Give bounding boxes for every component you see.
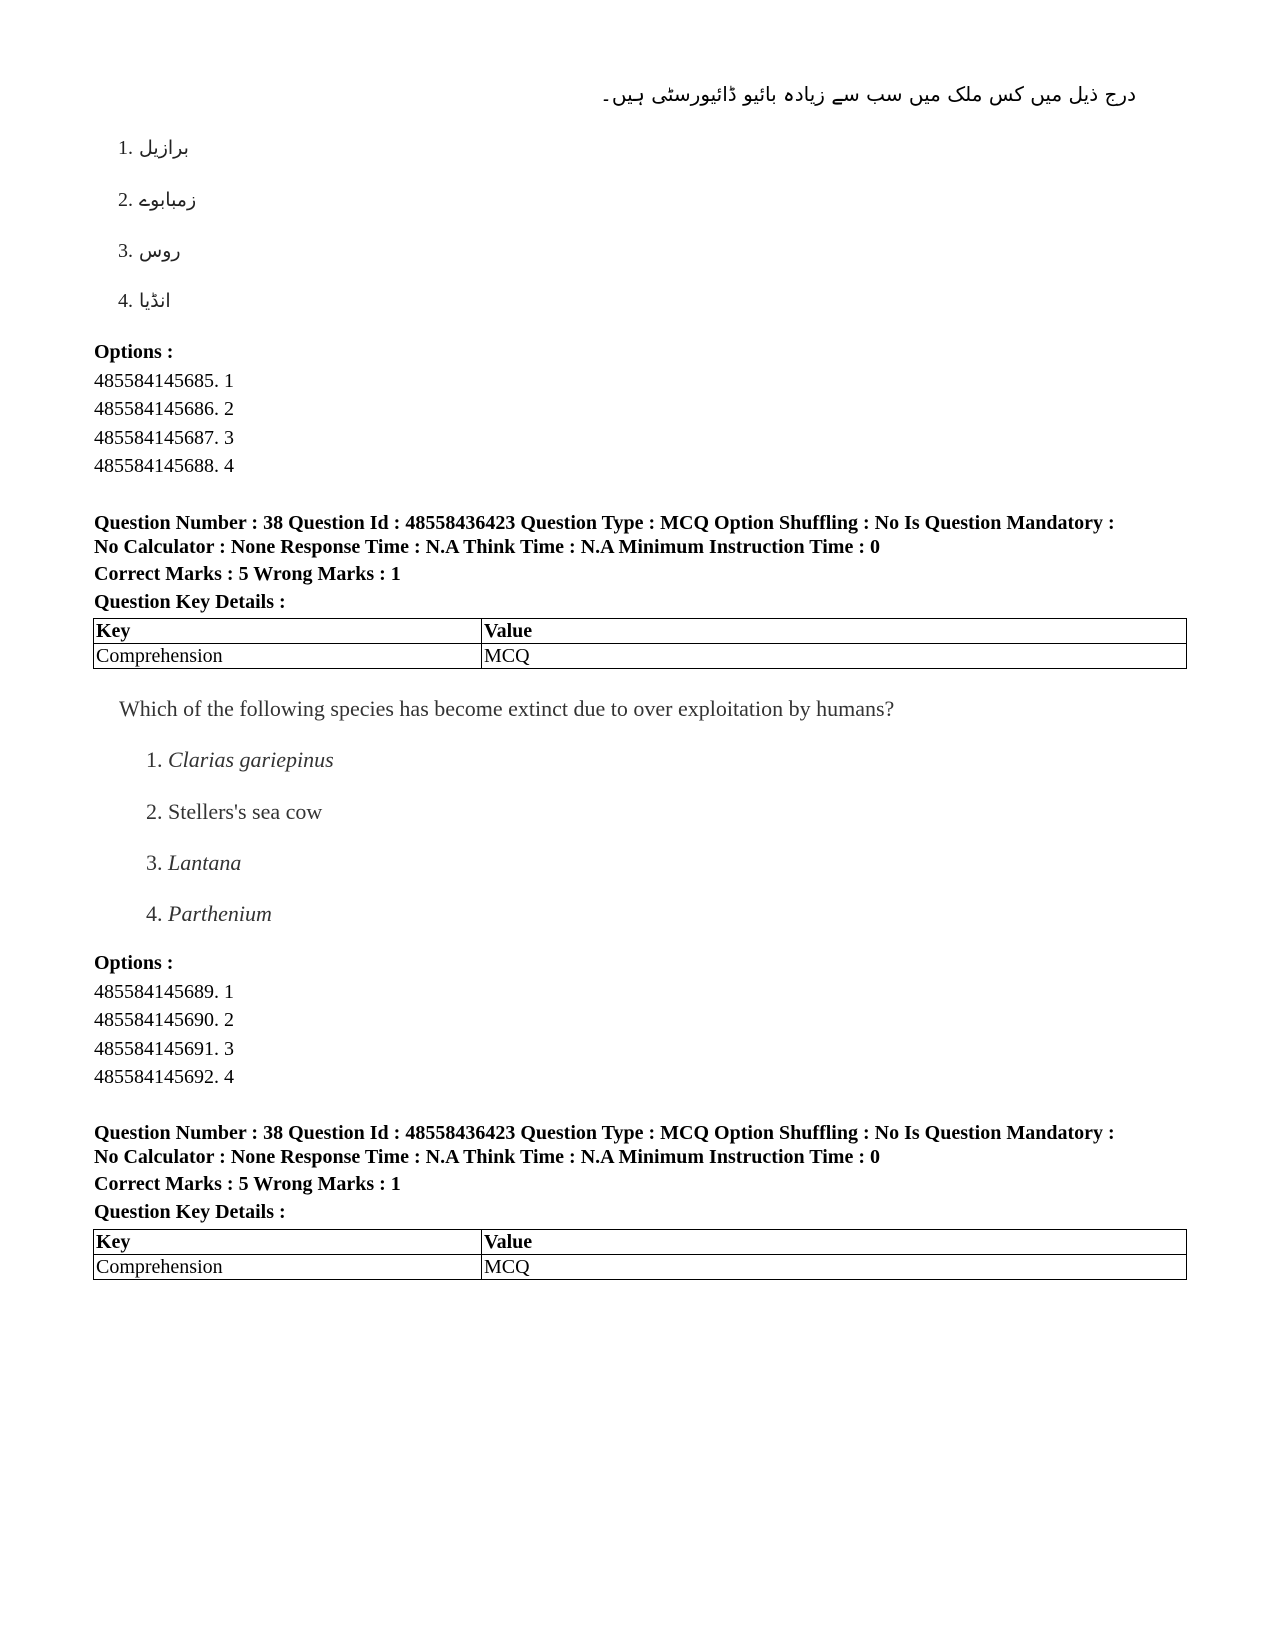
table-row xyxy=(94,644,1187,669)
option-row: 485584145690. 2 xyxy=(94,1009,234,1031)
question-meta xyxy=(94,512,1204,559)
choice-text: روس xyxy=(139,240,181,262)
table-cell-key: Comprehension xyxy=(94,644,482,669)
key-details-table xyxy=(93,618,1187,669)
choice-text: Parthenium xyxy=(168,901,272,926)
choice-3 xyxy=(146,850,241,876)
table-header-row xyxy=(94,1230,1187,1255)
urdu-choice-1 xyxy=(118,137,189,160)
choice-text: انڈیا xyxy=(139,290,171,312)
table-header-key: Key xyxy=(94,619,482,644)
option-row: 485584145685. 1 xyxy=(94,369,234,392)
table-header-value: Value xyxy=(482,1230,1187,1255)
option-row: 485584145691. 3 xyxy=(94,1037,234,1060)
marks-line: Correct Marks : 5 Wrong Marks : 1 xyxy=(94,563,401,585)
choice-number: 2. xyxy=(146,799,163,824)
table-cell-value: MCQ xyxy=(482,1255,1187,1280)
options-label: Options : xyxy=(94,341,174,363)
table-cell-value: MCQ xyxy=(482,644,1187,669)
table-header-value: Value xyxy=(482,619,1187,644)
key-details-label: Question Key Details : xyxy=(94,1201,286,1223)
urdu-question-text: درج ذیل میں کس ملک میں سب سے زیادہ بائیو ڈائیورسٹی ہیں۔ xyxy=(600,82,1136,106)
choice-4 xyxy=(146,901,272,927)
choice-text: Lantana xyxy=(168,850,242,875)
question-text: Which of the following species has become extinct due to over exploitation by humans? xyxy=(119,696,895,721)
option-row: 485584145688. 4 xyxy=(94,455,234,477)
marks-line: Correct Marks : 5 Wrong Marks : 1 xyxy=(94,1173,401,1195)
choice-text: برازیل xyxy=(139,137,189,159)
urdu-options-block xyxy=(94,338,234,481)
options-block xyxy=(94,949,234,1092)
urdu-choice-2 xyxy=(118,189,196,212)
choice-number: 2. xyxy=(118,189,133,211)
choice-number: 4. xyxy=(118,290,133,312)
option-row: 485584145687. 3 xyxy=(94,426,234,449)
table-header-row xyxy=(94,619,1187,644)
question-meta-line2: No Calculator : None Response Time : N.A Think Time : N.A Minimum Instruction Time : 0 xyxy=(94,535,880,558)
urdu-choice-3 xyxy=(118,240,181,263)
question-meta-line1: Question Number : 38 Question Id : 48558436423 Question Type : MCQ Option Shuffling : No Is Question Mandatory : xyxy=(94,1122,1115,1144)
key-details-label: Question Key Details : xyxy=(94,591,286,613)
choice-text: Stellers's sea cow xyxy=(168,799,323,824)
table-row xyxy=(94,1255,1187,1280)
choice-number: 1. xyxy=(146,747,163,772)
table-header-key: Key xyxy=(94,1230,482,1255)
question-meta xyxy=(94,1122,1204,1169)
question-meta-line1: Question Number : 38 Question Id : 48558436423 Question Type : MCQ Option Shuffling : No Is Question Mandatory : xyxy=(94,512,1115,534)
table-cell-key: Comprehension xyxy=(94,1255,482,1280)
choice-1 xyxy=(146,747,334,773)
choice-number: 3. xyxy=(118,240,133,262)
choice-number: 4. xyxy=(146,901,163,926)
option-row: 485584145686. 2 xyxy=(94,398,234,420)
choice-2 xyxy=(146,799,322,825)
choice-number: 3. xyxy=(146,850,163,875)
option-row: 485584145692. 4 xyxy=(94,1066,234,1088)
option-row: 485584145689. 1 xyxy=(94,980,234,1003)
key-details-table xyxy=(93,1229,1187,1280)
question-meta-line2: No Calculator : None Response Time : N.A Think Time : N.A Minimum Instruction Time : 0 xyxy=(94,1145,880,1168)
choice-text: Clarias gariepinus xyxy=(168,747,334,772)
choice-number: 1. xyxy=(118,137,133,159)
options-label: Options : xyxy=(94,952,174,974)
urdu-choice-4 xyxy=(118,290,171,313)
choice-text: زمبابوے xyxy=(139,189,197,211)
